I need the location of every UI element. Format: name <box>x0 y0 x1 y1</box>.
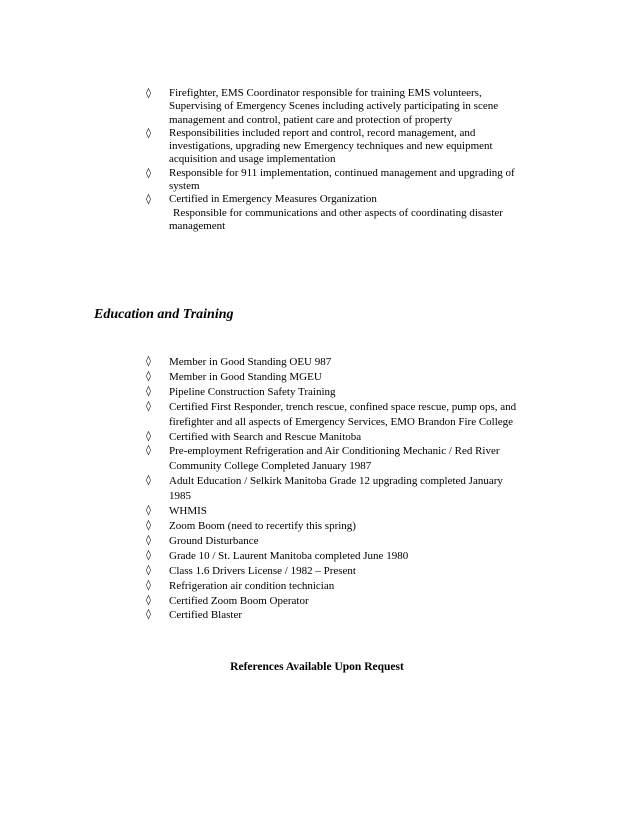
diamond-bullet-icon: ◊ <box>146 400 151 412</box>
list-item-text: Member in Good Standing OEU 987 <box>169 356 332 368</box>
diamond-bullet-icon: ◊ <box>146 505 151 517</box>
list-item <box>146 400 526 430</box>
diamond-bullet-icon: ◊ <box>146 385 151 397</box>
list-item-text: Certified First Responder, trench rescue, confined space rescue, pump ops, and firefighter and all aspects of Emergency Services, EMO Brandon Fire College <box>169 400 517 428</box>
list-item <box>146 127 526 167</box>
list-item-text: Adult Education / Selkirk Manitoba Grade 12 upgrading completed January 1985 <box>169 475 503 503</box>
diamond-bullet-icon: ◊ <box>146 564 151 576</box>
list-item <box>146 474 526 504</box>
list-item <box>146 549 526 564</box>
diamond-bullet-icon: ◊ <box>146 534 151 546</box>
references-note <box>0 661 638 673</box>
list-item <box>146 594 526 609</box>
list-item <box>146 444 526 474</box>
list-item-text: Pipeline Construction Safety Training <box>169 385 336 398</box>
list-item-text: Firefighter, EMS Coordinator responsible for training EMS volunteers, Supervising of Emergency Scenes including actively participating in scene management and control, patient care and protection of property <box>169 87 499 126</box>
list-item <box>146 608 526 623</box>
list-item-text: Certified Blaster <box>169 609 243 622</box>
list-item-text: Responsible for 911 implementation, continued management and upgrading of system <box>169 166 515 193</box>
diamond-bullet-icon: ◊ <box>146 370 151 382</box>
list-item <box>146 355 526 370</box>
list-item <box>146 534 526 549</box>
list-item-text: Grade 10 / St. Laurent Manitoba completed June 1980 <box>169 549 409 562</box>
list-item <box>146 193 526 206</box>
section-heading-education: Education and Training <box>94 307 234 322</box>
experience-list <box>146 87 526 233</box>
list-item <box>146 167 526 194</box>
diamond-bullet-icon: ◊ <box>146 475 151 487</box>
diamond-bullet-icon: ◊ <box>146 549 151 561</box>
continuation-text: Responsible for communications and other aspects of coordinating disaster management <box>169 206 503 232</box>
list-item-text: Member in Good Standing MGEU <box>169 370 322 383</box>
list-item <box>146 87 526 127</box>
diamond-bullet-icon: ◊ <box>146 194 151 206</box>
list-item <box>146 504 526 519</box>
list-item-text: Ground Disturbance <box>169 534 259 547</box>
diamond-bullet-icon: ◊ <box>146 127 151 139</box>
diamond-bullet-icon: ◊ <box>146 167 151 179</box>
list-item <box>146 385 526 400</box>
diamond-bullet-icon: ◊ <box>146 594 151 606</box>
list-item <box>146 430 526 445</box>
references-text: References Available Upon Request <box>230 661 404 673</box>
list-item-text: Refrigeration air condition technician <box>169 579 335 592</box>
list-item-continuation <box>146 207 526 234</box>
list-item-text: WHMIS <box>169 505 207 518</box>
list-item-text: Responsibilities included report and control, record management, and investigations, upgrading new Emergency techniques and new equipment acquisition and usage implementation <box>169 126 493 166</box>
list-item <box>146 564 526 579</box>
diamond-bullet-icon: ◊ <box>146 519 151 531</box>
diamond-bullet-icon: ◊ <box>146 609 151 621</box>
diamond-bullet-icon: ◊ <box>146 579 151 591</box>
diamond-bullet-icon: ◊ <box>146 88 151 99</box>
list-item-text: Class 1.6 Drivers License / 1982 – Present <box>169 564 356 577</box>
diamond-bullet-icon: ◊ <box>146 356 151 367</box>
list-item <box>146 370 526 385</box>
education-list <box>146 355 526 623</box>
list-item-text: Certified Zoom Boom Operator <box>169 594 309 607</box>
list-item-text: Pre-employment Refrigeration and Air Conditioning Mechanic / Red River Community College Completed January 1987 <box>169 445 500 473</box>
diamond-bullet-icon: ◊ <box>146 430 151 442</box>
diamond-bullet-icon: ◊ <box>146 445 151 457</box>
list-item-text: Certified in Emergency Measures Organization <box>169 193 377 206</box>
list-item <box>146 579 526 594</box>
list-item <box>146 519 526 534</box>
list-item-text: Zoom Boom (need to recertify this spring) <box>169 519 356 532</box>
list-item-text: Certified with Search and Rescue Manitoba <box>169 430 362 443</box>
